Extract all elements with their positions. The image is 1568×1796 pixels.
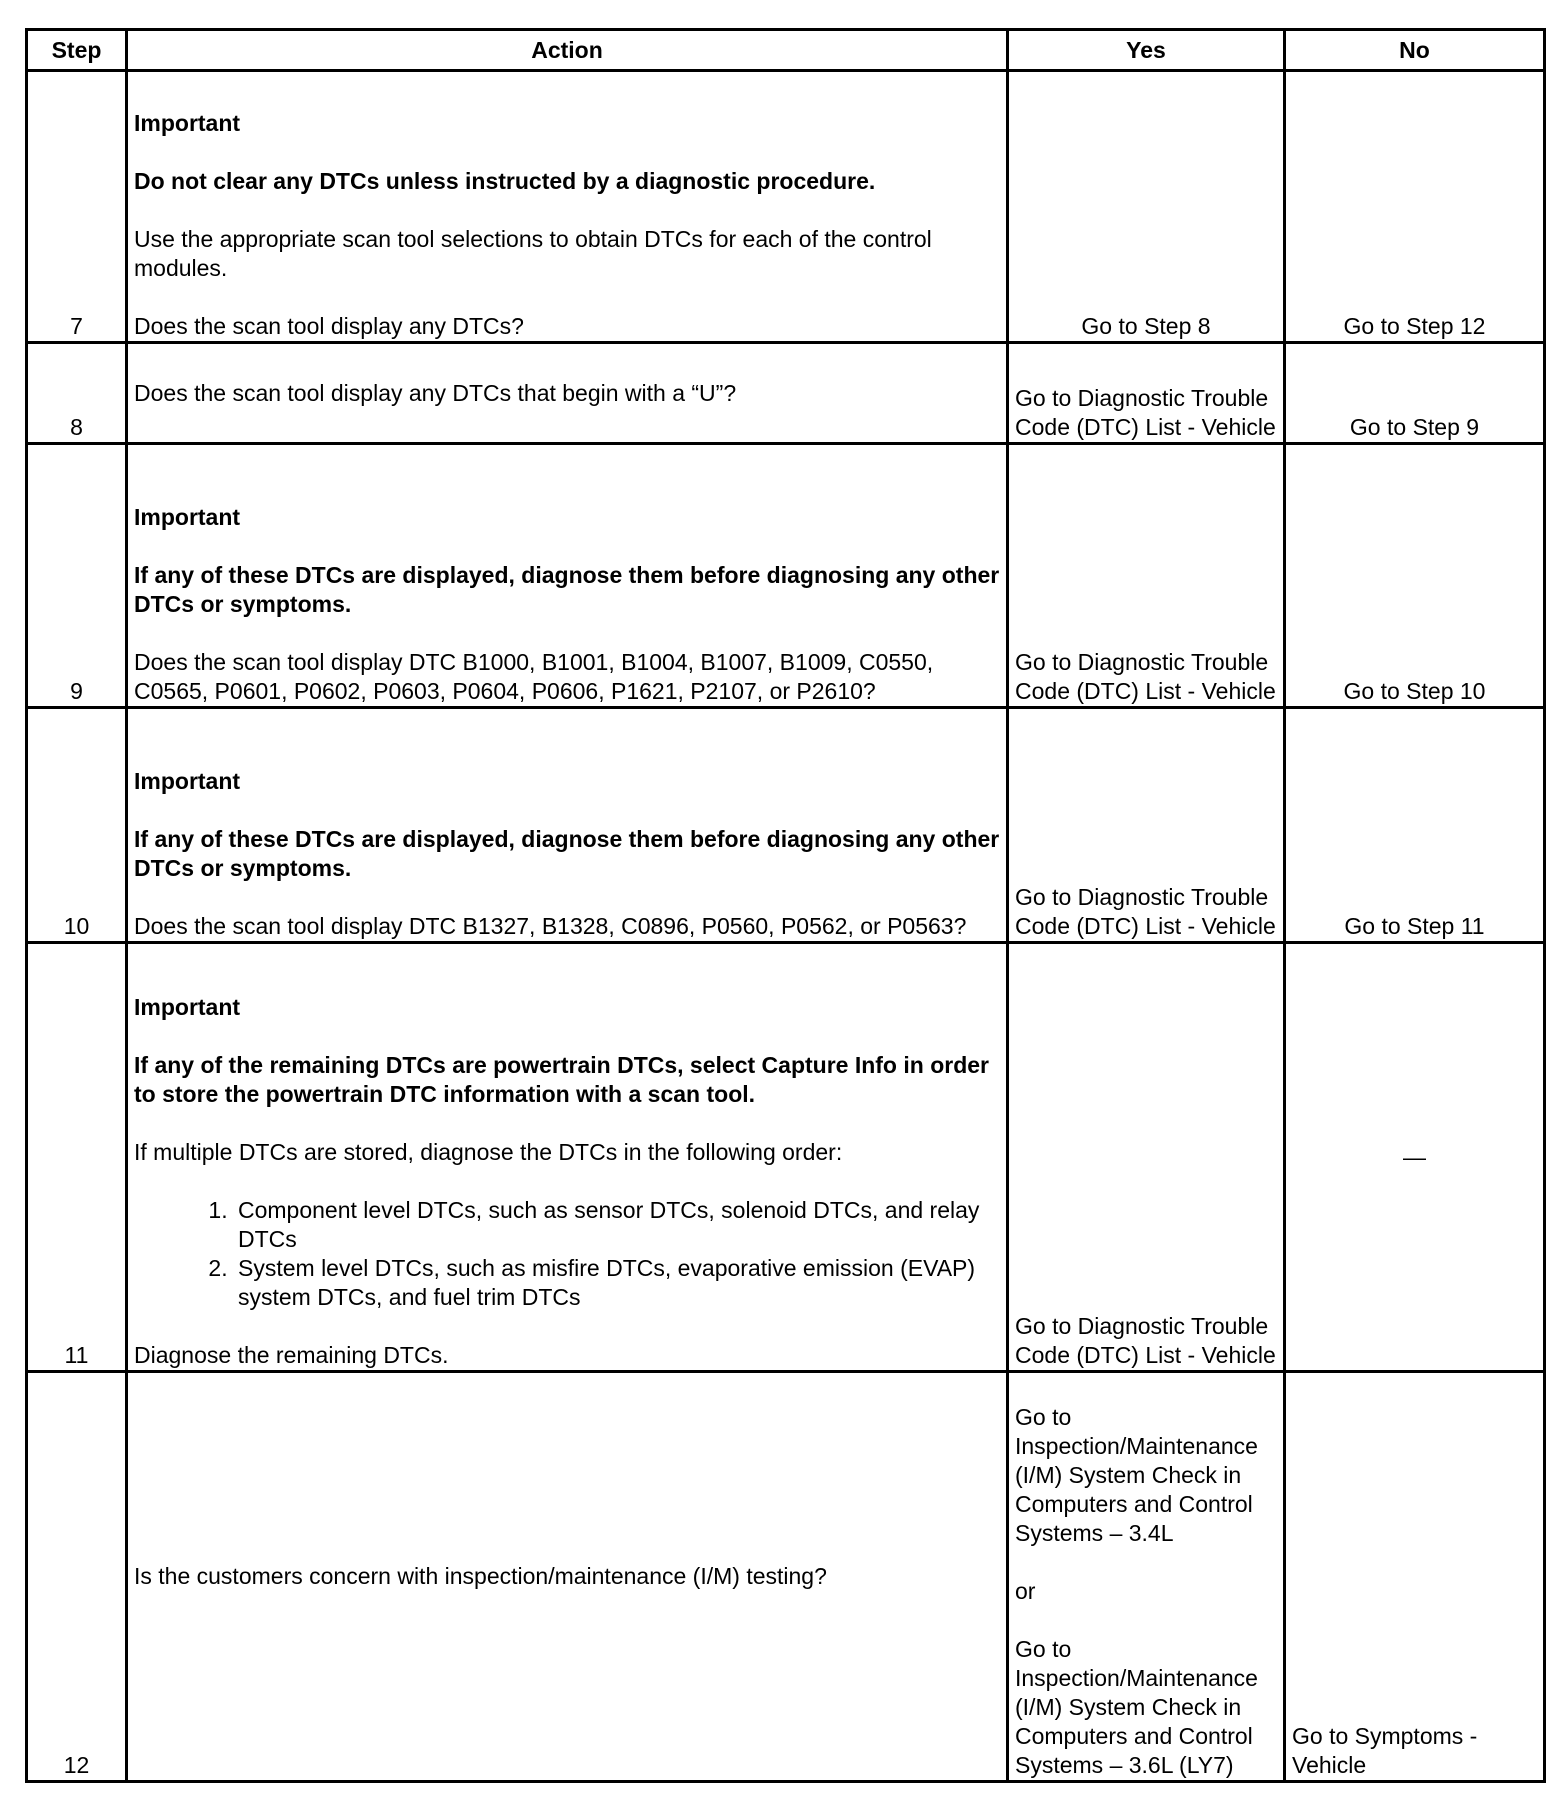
action-cell: [127, 444, 1008, 708]
important-notice: If any of the remaining DTCs are powertrain DTCs, select Capture Info in order to store the powertrain DTC information with a scan tool.: [134, 1052, 989, 1107]
yes-or: or: [1015, 1578, 1036, 1604]
header-yes: Yes: [1008, 30, 1285, 71]
step-number: 11: [27, 943, 127, 1372]
yes-cell: Go to Diagnostic Trouble Code (DTC) List - Vehicle: [1008, 943, 1285, 1372]
important-notice: If any of these DTCs are displayed, diagnose them before diagnosing any other DTCs or symptoms.: [134, 562, 1000, 617]
question-text: Does the scan tool display DTC B1000, B1001, B1004, B1007, B1009, C0550, C0565, P0601, P0602, P0603, P0604, P0606, P1621, P2107, or P2610?: [134, 649, 934, 704]
action-cell: [127, 708, 1008, 943]
yes-cell: Go to Diagnostic Trouble Code (DTC) List - Vehicle: [1008, 343, 1285, 444]
no-cell: Go to Step 9: [1285, 343, 1545, 444]
header-no: No: [1285, 30, 1545, 71]
question-text: Is the customers concern with inspection/maintenance (I/M) testing?: [134, 1563, 827, 1589]
step-number: 12: [27, 1372, 127, 1782]
table-row: [27, 708, 1545, 943]
order-list: [134, 1196, 1000, 1312]
step-number: 7: [27, 71, 127, 343]
important-notice: Do not clear any DTCs unless instructed by a diagnostic procedure.: [134, 168, 876, 194]
header-action: Action: [127, 30, 1008, 71]
important-label: Important: [134, 994, 241, 1020]
instruction-text: Use the appropriate scan tool selections to obtain DTCs for each of the control modules.: [134, 226, 932, 281]
important-label: Important: [134, 768, 241, 794]
no-cell: Go to Step 11: [1285, 708, 1545, 943]
yes-option-a: Go to Inspection/Maintenance (I/M) System Check in Computers and Control Systems – 3.4L: [1015, 1404, 1258, 1546]
no-cell: Go to Step 10: [1285, 444, 1545, 708]
step-number: 9: [27, 444, 127, 708]
question-text: Does the scan tool display any DTCs?: [134, 313, 524, 339]
yes-cell: Go to Diagnostic Trouble Code (DTC) List - Vehicle: [1008, 444, 1285, 708]
important-label: Important: [134, 504, 241, 530]
no-cell: Go to Symptoms - Vehicle: [1285, 1372, 1545, 1782]
diagnostic-table: [25, 28, 1546, 1783]
important-label: Important: [134, 110, 241, 136]
action-cell: [127, 71, 1008, 343]
table-row: [27, 444, 1545, 708]
yes-cell: Go to Step 8: [1008, 71, 1285, 343]
question-text: Diagnose the remaining DTCs.: [134, 1342, 449, 1368]
yes-cell: Go to Diagnostic Trouble Code (DTC) List - Vehicle: [1008, 708, 1285, 943]
yes-option-b: Go to Inspection/Maintenance (I/M) System Check in Computers and Control Systems – 3.6L (LY7): [1015, 1636, 1258, 1778]
step-number: 10: [27, 708, 127, 943]
no-cell: Go to Step 12: [1285, 71, 1545, 343]
question-text: Does the scan tool display DTC B1327, B1328, C0896, P0560, P0562, or P0563?: [134, 913, 967, 939]
yes-cell: [1008, 1372, 1285, 1782]
step-number: 8: [27, 343, 127, 444]
instruction-text: If multiple DTCs are stored, diagnose the DTCs in the following order:: [134, 1139, 843, 1165]
header-row: [27, 30, 1545, 71]
action-cell: [127, 343, 1008, 444]
list-item: 2. System level DTCs, such as misfire DTCs, evaporative emission (EVAP) system DTCs, and fuel trim DTCs: [234, 1254, 1000, 1312]
important-notice: If any of these DTCs are displayed, diagnose them before diagnosing any other DTCs or symptoms.: [134, 826, 1000, 881]
question-text: Does the scan tool display any DTCs that begin with a “U”?: [134, 379, 737, 406]
table-row: [27, 943, 1545, 1372]
header-step: Step: [27, 30, 127, 71]
table-row: [27, 71, 1545, 343]
table-row: [27, 343, 1545, 444]
no-cell: —: [1285, 943, 1545, 1372]
action-cell: [127, 1372, 1008, 1782]
table-row: [27, 1372, 1545, 1782]
action-cell: [127, 943, 1008, 1372]
list-item: 1. Component level DTCs, such as sensor DTCs, solenoid DTCs, and relay DTCs: [234, 1196, 1000, 1254]
